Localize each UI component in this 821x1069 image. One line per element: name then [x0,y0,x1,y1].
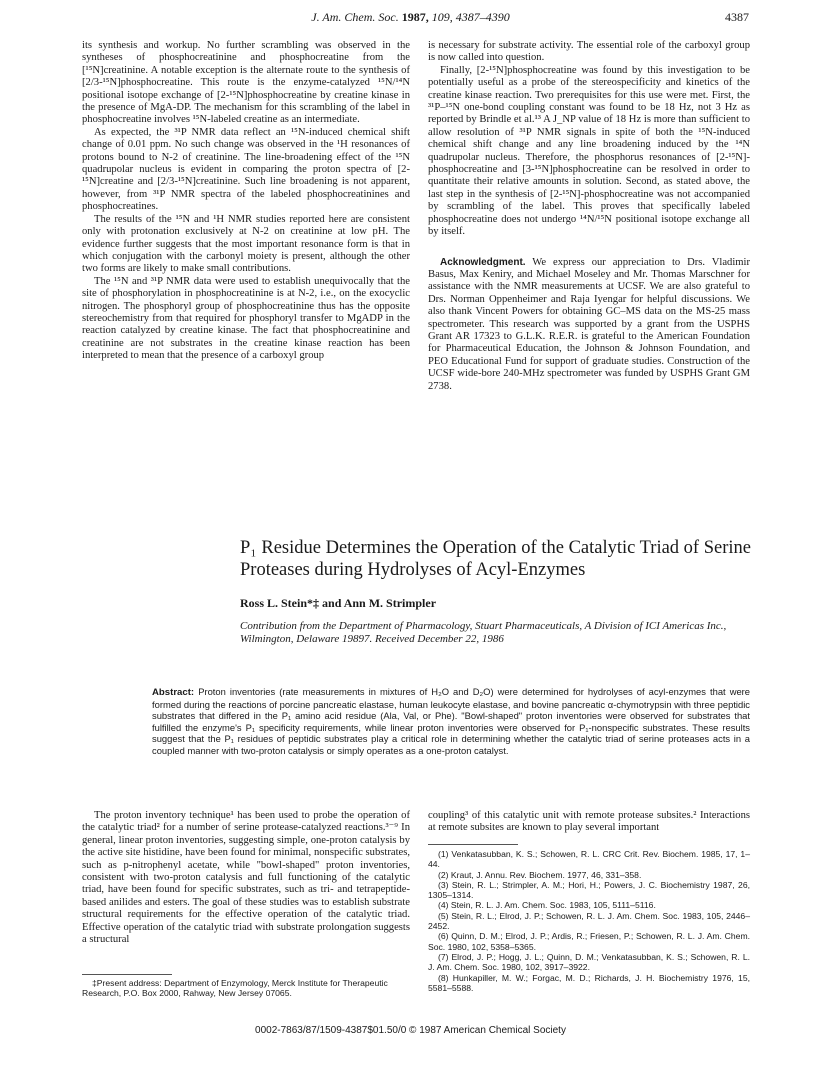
prev-article-left-column [82,40,410,363]
paragraph: The results of the ¹⁵N and ¹H NMR studies reported here are consistent only with protonation exclusively at N-2 on creatinine at low pH. The evidence further suggests that the most important resonance form is that in which conjugation with the carbonyl moiety is present, although the other two forms are likely to make small contributions. [82,213,410,275]
volume-pages: 109, 4387–4390 [431,10,510,24]
references-divider [428,844,518,845]
ack-label: Acknowledgment. [440,256,526,268]
paragraph: its synthesis and workup. No further scrambling was observed in the syntheses of phosphocreatinine and phosphocreatine from the [¹⁵N]creatinine. A notable exception is the alternate route to the synthesis of [2/3-¹⁵N]phosphocreatine. This route is the enzyme-catalyzed ¹⁵N/¹⁴N positional isotope exchange of [2-¹⁵N]phosphocreatine by creatine kinase in the presence of MgA-DP. The mechanism for this scrambling of the label in phosphocreatine involves ¹⁵N-labeled creatine as an intermediate. [82,40,410,126]
paragraph: is necessary for substrate activity. The essential role of the carboxyl group is now called into question. [428,40,750,64]
abstract [152,686,750,757]
journal-year: 1987, [401,10,429,24]
article-title: P₁ Residue Determines the Operation of the Catalytic Triad of Serine Proteases during Hydrolyses of Acyl-Enzymes [240,538,751,580]
reference-item: (1) Venkatasubban, K. S.; Schowen, R. L. CRC Crit. Rev. Biochem. 1985, 17, 1–44. [428,849,750,870]
reference-item: (5) Stein, R. L.; Elrod, J. P.; Schowen, R. L. J. Am. Chem. Soc. 1983, 105, 2446–2452. [428,910,750,932]
page-footer: 0002-7863/87/1509-4387$01.50/0 © 1987 American Chemical Society [255,1025,566,1036]
references [428,849,750,993]
abstract-text: Proton inventories (rate measurements in mixtures of H₂O and D₂O) were determined for hydrolyses of acyl-enzymes that were formed during the reactions of porcine pancreatic elastase, human leukocyte elastase, and bovine pancreatic α-chymotrypsin with three peptidic substrates that differed in the P₁ amino acid residue (Ala, Val, or Phe). "Bowl-shaped" proton inventories were observed for substrates that fulfilled the enzyme's P₁ specificity requirements, while linear proton inventories were observed for P₁-nonspecific substrates. These results suggest that the P₁ residues of peptidic substrates play a critical role in determining whether the catalytic triad of serine proteases acts in a coupled manner with two-proton catalysis or simply operates as a one-proton catalyst. [152,686,751,756]
body-left-column [82,810,410,946]
paragraph: The ¹⁵N and ³¹P NMR data were used to establish unequivocally that the site of phosphorylation in phosphocreatinine is at N-2, i.e., on the exocyclic nitrogen. The phosphoryl group of phosphocreatinine thus has the opposite stereochemistry from that required for phosphoryl transfer to MgADP in the reaction catalyzed by creatine kinase. The fact that phosphocreatinine and creatinine are not substrates in the creatine kinase reaction has been interpreted to mean that the presence of a carboxyl group [82,275,410,362]
body-right-column [428,810,750,835]
acknowledgment [428,257,750,393]
reference-item: (8) Hunkapiller, M. W.; Forgac, M. D.; Richards, J. H. Biochemistry 1976, 15, 5581–5588. [428,972,750,993]
ack-text: We express our appreciation to Drs. Vladimir Basus, Max Keniry, and Michael Moseley and Mr. Thomas Marschner for assistance with the NMR measurements at UCSF. We are also grateful to Drs. Norman Oppenheimer and Raja Iyengar for helpful discussions. We also thank Vincent Powers for obtaining GC–MS data on the MS-25 mass spectrometer. This research was supported by a grant from the USPHS Grant AR 17323 to G.L.K. R.E.R. is grateful to the American Foundation for Pharmaceutical Education, the Johnson & Johnson Foundation, and PEO Educational Fund for support of graduate studies. Construction of the UCSF wide-bore 240-MHz spectrometer was funded by USPHS Grant GM 2738. [428,256,750,392]
footnote-divider [82,974,172,975]
footnote: ‡Present address: Department of Enzymology, Merck Institute for Therapeutic Research, P.O. Box 2000, Rahway, New Jersey 07065. [82,978,388,999]
paragraph: Finally, [2-¹⁵N]phosphocreatine was found by this investigation to be potentially useful as a probe of the stereospecificity and kinetics of the creatine kinase reaction. Two prerequisites for this use were met. First, the ³¹P–¹⁵N one-bond coupling constant was found to be 18 Hz, not 3 Hz as reported by Brindle et al.¹³ A J_NP value of 18 Hz is more than sufficient to allow resolution of ³¹P NMR signals in spite of both the ¹⁵N-induced chemical shift change and any line broadening induced by the ¹⁴N quadrupolar nucleus. Therefore, the phosphorus resonances of [2-¹⁵N]-phosphocreatine and [3-¹⁵N]phosphocreatine can be resolved in order to quantitate their relative amounts in solution. Second, as stated above, the last step in the synthesis of [2-¹⁵N]-phosphocreatine was not accompanied by scrambling of the label. This proves that specifically labeled phosphocreatine does not undergo ¹⁴N/¹⁵N positional isotope exchange all by itself. [428,64,750,238]
paragraph: coupling³ of this catalytic unit with remote protease subsites.² Interactions at remote subsites are known to play several important [428,810,750,834]
prev-article-right-column [428,40,750,393]
article-authors: Ross L. Stein*‡ and Ann M. Strimpler [240,596,437,610]
reference-item: (6) Quinn, D. M.; Elrod, J. P.; Ardis, R.; Friesen, P.; Schowen, R. L. J. Am. Chem. Soc. 1980, 102, 5358–5365. [428,931,750,952]
journal-name: J. Am. Chem. Soc. [311,10,399,24]
paragraph: The proton inventory technique¹ has been used to probe the operation of the catalytic triad² for a number of serine protease-catalyzed reactions.³⁻⁹ In general, linear proton inventories, suggesting simple, one-proton catalysis by the active site histidine, have been found for minimal, nonspecific substrates, such as p-nitrophenyl acetate, while "bowl-shaped" proton inventories, consistent with two-proton catalysis and full functioning of the catalytic triad, have been found for specific substrates, such as tri- and tetrapeptide-based anilides and esters. The goal of these studies was to establish substrate structural requirements for the effective operation of the catalytic triad. Effective operation of the catalytic triad with substrate prolongation suggests a structural [82,810,410,946]
reference-item: (3) Stein, R. L.; Strimpler, A. M.; Hori, H.; Powers, J. C. Biochemistry 1987, 26, 1305–1314. [428,879,750,901]
reference-item: (4) Stein, R. L. J. Am. Chem. Soc. 1983, 105, 5111–5116. [438,900,656,911]
reference-item: (2) Kraut, J. Annu. Rev. Biochem. 1977, 46, 331–358. [438,869,642,880]
abstract-label: Abstract: [152,687,195,698]
paragraph: As expected, the ³¹P NMR data reflect an ¹⁵N-induced chemical shift change of 0.01 ppm. No such change was observed in the ¹H resonances of protons bound to N-2 of creatinine. The line-broadening effect of the ¹⁵N quadrupolar nucleus is evident in comparing the proton spectra of [2-¹⁵N]creatine and [2/3-¹⁵N]creatinine. Such line broadening is not apparent, however, from ³¹P NMR spectra of the labeled phosphocreatinines and phosphocreatines. [82,126,410,213]
reference-item: (7) Elrod, J. P.; Hogg, J. L.; Quinn, D. M.; Venkatasubban, K. S.; Schowen, R. L. J. Am. Chem. Soc. 1980, 102, 3917–3922. [428,951,750,973]
article-affiliation: Contribution from the Department of Pharmacology, Stuart Pharmaceuticals, A Division of ICI Americas Inc., Wilmington, Delaware 19897. Received December 22, 1986 [240,620,727,645]
page-number: 4387 [725,10,749,24]
running-header [0,10,821,25]
